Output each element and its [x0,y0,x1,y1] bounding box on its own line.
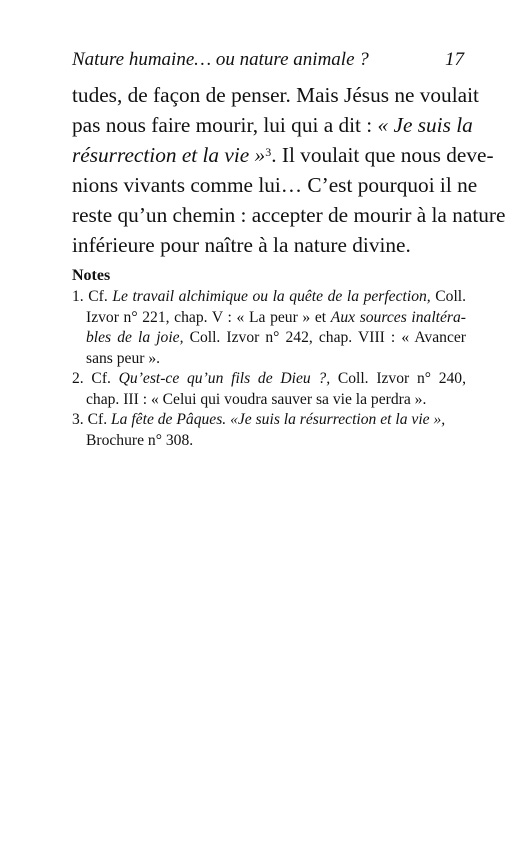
quote-italic: résurrection et la vie » [72,143,266,167]
note-line: Izvor n° 221, chap. V : « La peur » et Aux sources inaltéra- [86,308,466,326]
note-item [72,287,466,369]
note-line: 2. Cf. Qu’est-ce qu’un fils de Dieu ?, Coll. Izvor n° 240, [72,370,467,387]
note-item [72,369,466,410]
notes-heading: Notes [72,267,111,284]
note-line: chap. III : « Celui qui voudra sauver sa vie la perdra ». [86,390,427,408]
note-line: 1. Cf. Le travail alchimique ou la quête de la perfection, Coll. [72,288,467,305]
quote-italic: « Je suis la [377,113,473,137]
note-line: 3. Cf. La fête de Pâques. «Je suis la résurrection et la vie », [72,411,446,428]
footnote-ref: 3 [265,145,272,159]
body-line: nions vivants comme lui… C’est pourquoi il ne [72,173,478,197]
note-line: sans peur ». [86,349,161,367]
page-number: 17 [445,49,464,70]
note-line: Brochure n° 308. [86,431,194,449]
running-title: Nature humaine… ou nature animale ? [72,49,369,70]
body-line: reste qu’un chemin : accepter de mourir à la nature [72,203,506,227]
body-line: tudes, de façon de penser. Mais Jésus ne voulait [72,83,479,107]
body-line: résurrection et la vie »$^3$. Il voulait que nous deve- [72,143,494,167]
body-paragraph [72,80,506,260]
note-item [72,410,466,451]
body-line: pas nous faire mourir, lui qui a dit : « Je suis la [72,113,473,137]
note-line: bles de la joie, Coll. Izvor n° 242, chap. VIII : « Avancer [86,329,466,346]
body-line: inférieure pour naître à la nature divine. [72,233,411,257]
notes-section [72,266,466,451]
running-header [72,47,464,73]
